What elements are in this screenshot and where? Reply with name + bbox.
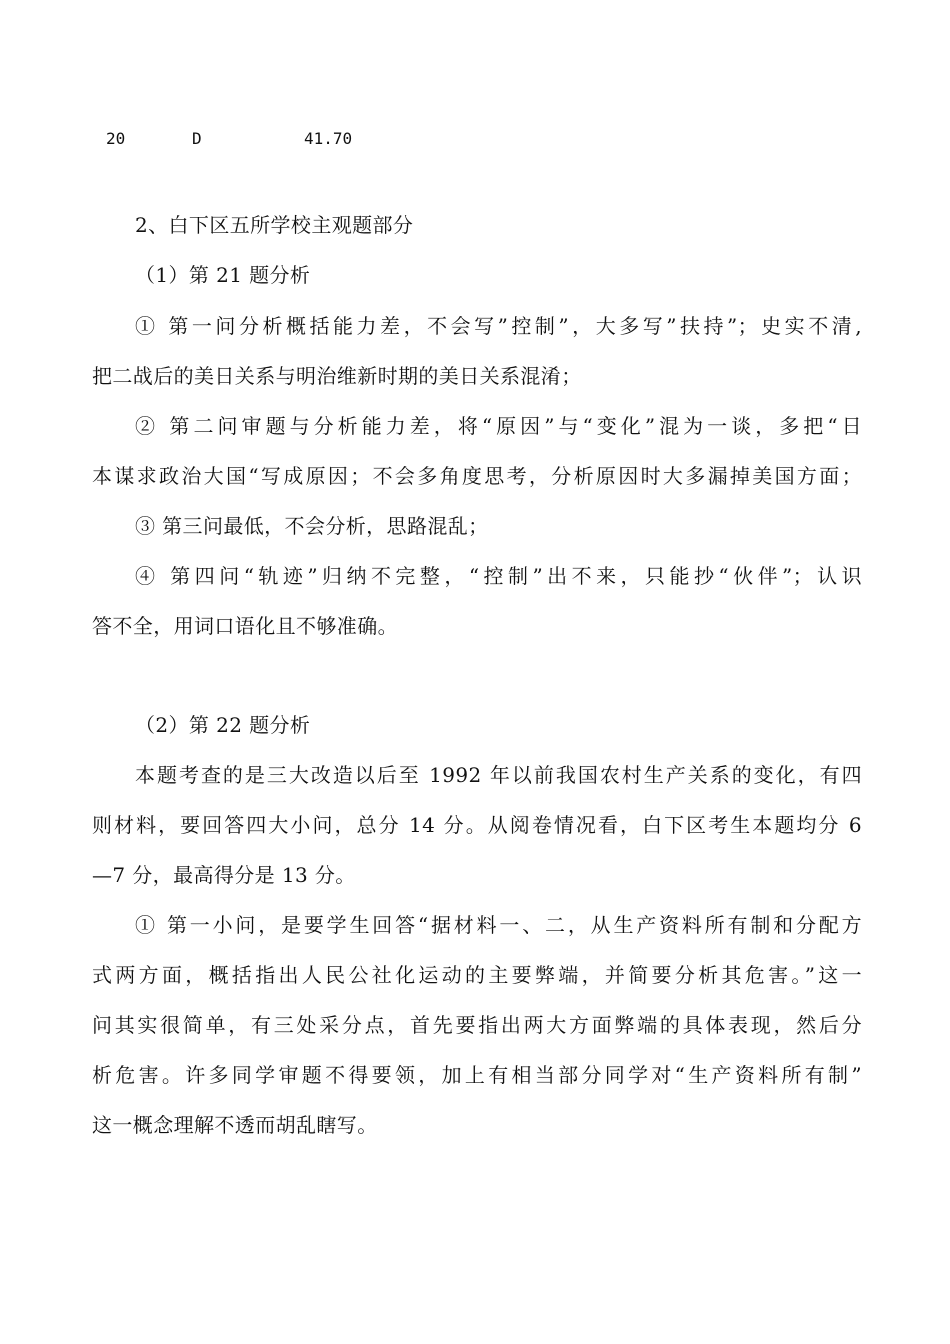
question-number: 20: [106, 129, 126, 148]
q21-paragraph-line: 把二战后的美日关系与明治维新时期的美日关系混淆；: [92, 364, 582, 388]
q21-paragraph-line: ④ 第四问“轨迹”归纳不完整，“控制”出不来，只能抄“伙伴”；认识: [135, 564, 862, 588]
q21-heading: （1）第 21 题分析: [135, 263, 311, 287]
q21-paragraph-line: 本谋求政治大国“写成原因；不会多角度思考，分析原因时大多漏掉美国方面；: [92, 464, 862, 488]
section-heading: 2、白下区五所学校主观题部分: [135, 213, 414, 237]
q21-paragraph-line: 答不全，用词口语化且不够准确。: [92, 614, 398, 638]
q22-paragraph-line: 式两方面，概括指出人民公社化运动的主要弊端，并简要分析其危害。”这一: [92, 963, 862, 987]
q22-paragraph-line: 本题考查的是三大改造以后至 1992 年以前我国农村生产关系的变化，有四: [135, 763, 862, 787]
q22-paragraph-line: 问其实很简单，有三处采分点，首先要指出两大方面弊端的具体表现，然后分: [92, 1013, 862, 1037]
q22-paragraph-line: ① 第一小问，是要学生回答“据材料一、二，从生产资料所有制和分配方: [135, 913, 862, 937]
score-value: 41.70: [304, 129, 353, 148]
q21-paragraph-line: ① 第一问分析概括能力差，不会写”控制”，大多写”扶持”；史实不清,: [135, 314, 862, 338]
q21-paragraph-line: ② 第二问审题与分析能力差，将“原因”与“变化”混为一谈，多把“日: [135, 414, 862, 438]
q22-paragraph-line: 则材料，要回答四大小问，总分 14 分。从阅卷情况看，白下区考生本题均分 6: [92, 813, 862, 837]
q22-paragraph-line: —7 分，最高得分是 13 分。: [92, 863, 356, 887]
q22-paragraph-line: 这一概念理解不透而胡乱瞎写。: [92, 1113, 378, 1137]
q21-paragraph-line: ③ 第三问最低，不会分析，思路混乱；: [135, 514, 489, 538]
q22-paragraph-line: 析危害。许多同学审题不得要领，加上有相当部分同学对“生产资料所有制”: [92, 1063, 862, 1087]
answer-letter: D: [192, 129, 202, 148]
q22-heading: （2）第 22 题分析: [135, 713, 311, 737]
